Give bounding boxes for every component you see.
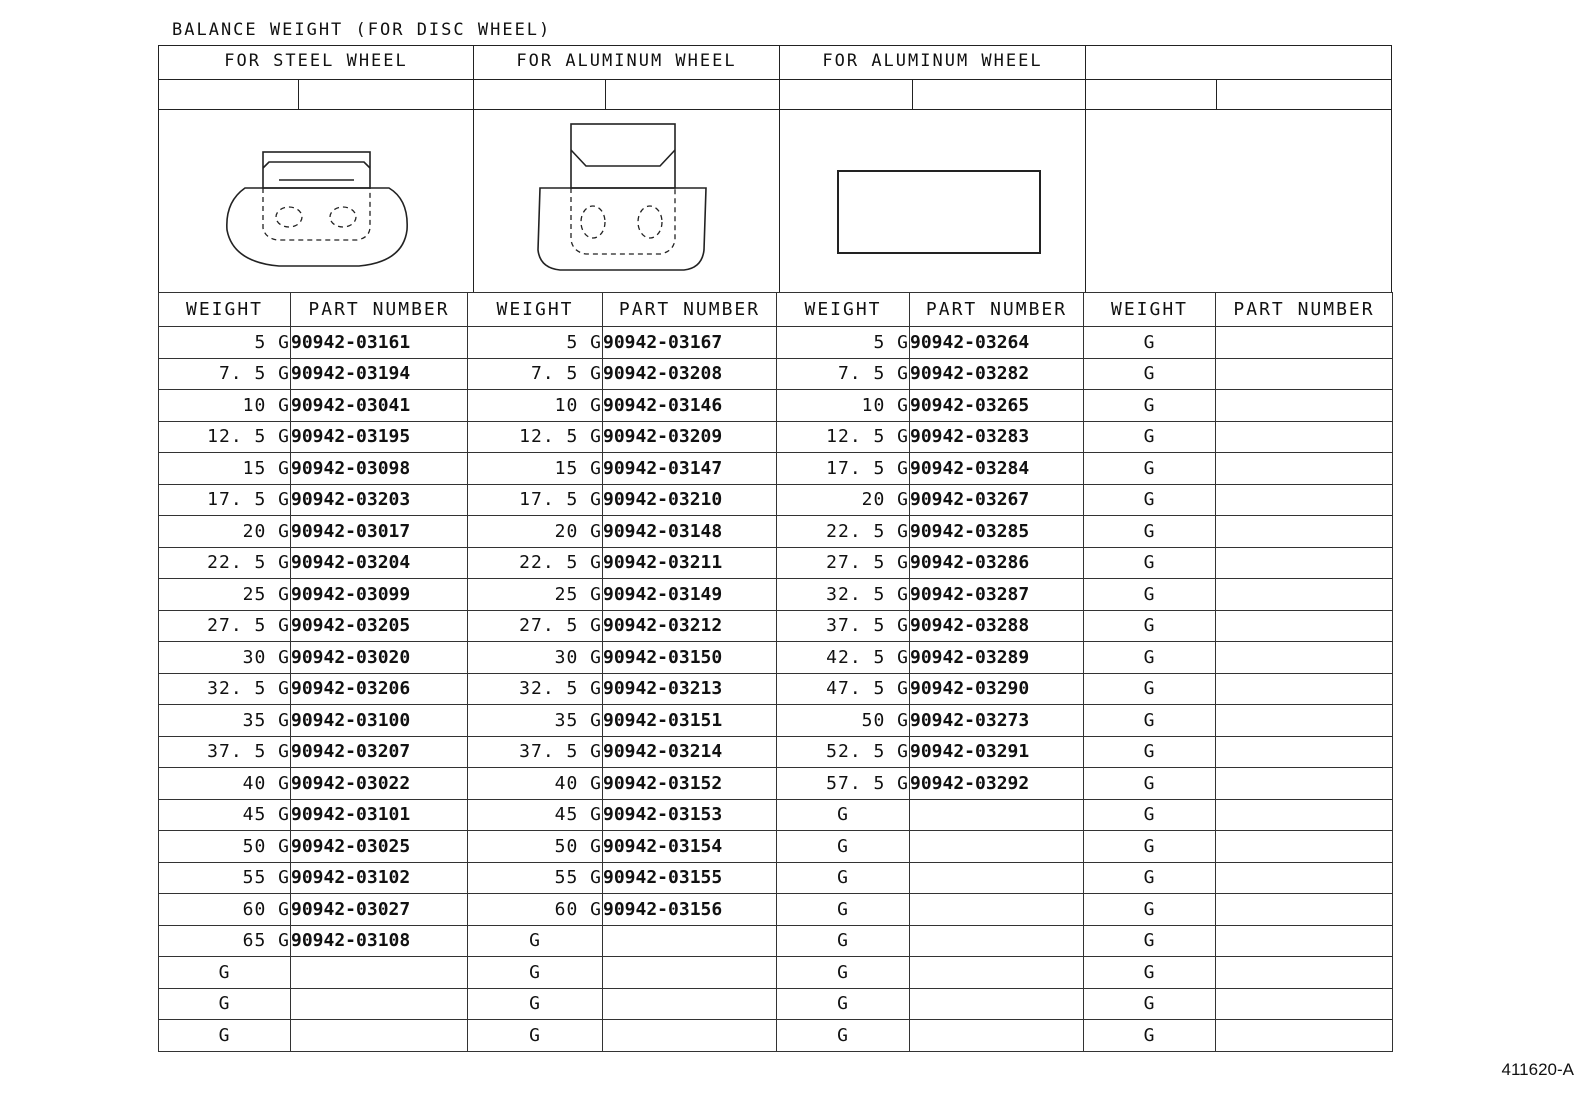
document-title: BALANCE WEIGHT (FOR DISC WHEEL) bbox=[172, 20, 552, 40]
part-number-cell bbox=[1216, 673, 1393, 705]
table-row bbox=[159, 768, 1393, 800]
weight-cell: G bbox=[777, 831, 910, 863]
weight-cell: 27. 5 G bbox=[159, 610, 291, 642]
part-number-cell bbox=[1216, 799, 1393, 831]
column-header-weight: WEIGHT bbox=[159, 293, 291, 327]
part-number-cell: 90942-03155 bbox=[603, 862, 777, 894]
column-header-weight: WEIGHT bbox=[1084, 293, 1216, 327]
weight-cell: 20 G bbox=[777, 484, 910, 516]
weight-cell: 37. 5 G bbox=[468, 736, 603, 768]
weight-cell: G bbox=[1084, 673, 1216, 705]
part-number-cell bbox=[910, 925, 1084, 957]
part-number-cell: 90942-03149 bbox=[603, 579, 777, 611]
weight-cell: 20 G bbox=[159, 516, 291, 548]
part-number-cell bbox=[291, 988, 468, 1020]
weight-cell: 65 G bbox=[159, 925, 291, 957]
part-number-cell bbox=[1216, 894, 1393, 926]
weight-cell: 37. 5 G bbox=[159, 736, 291, 768]
table-row bbox=[159, 516, 1393, 548]
aluminum-wheel-weight-illustration-1 bbox=[473, 109, 780, 293]
weight-cell: 22. 5 G bbox=[777, 516, 910, 548]
part-number-cell bbox=[603, 988, 777, 1020]
weight-cell: G bbox=[1084, 831, 1216, 863]
weight-cell: 5 G bbox=[159, 327, 291, 359]
column-header-part-number: PART NUMBER bbox=[291, 293, 468, 327]
weight-cell: 20 G bbox=[468, 516, 603, 548]
weight-cell: G bbox=[1084, 736, 1216, 768]
part-number-cell: 90942-03289 bbox=[910, 642, 1084, 674]
part-number-cell: 90942-03151 bbox=[603, 705, 777, 737]
caption-blank bbox=[1085, 45, 1392, 80]
part-number-cell: 90942-03098 bbox=[291, 453, 468, 485]
part-number-cell: 90942-03284 bbox=[910, 453, 1084, 485]
weight-cell: 50 G bbox=[159, 831, 291, 863]
part-number-cell: 90942-03101 bbox=[291, 799, 468, 831]
table-row bbox=[159, 579, 1393, 611]
part-number-cell bbox=[1216, 831, 1393, 863]
part-number-cell bbox=[1216, 862, 1393, 894]
subheader-cell bbox=[779, 79, 913, 110]
subheader-cell bbox=[158, 79, 299, 110]
table-row bbox=[159, 547, 1393, 579]
part-number-cell: 90942-03265 bbox=[910, 390, 1084, 422]
weight-cell: G bbox=[468, 925, 603, 957]
balance-weight-table bbox=[158, 292, 1393, 1052]
weight-cell: 22. 5 G bbox=[468, 547, 603, 579]
steel-wheel-weight-illustration bbox=[158, 109, 474, 293]
weight-cell: 55 G bbox=[468, 862, 603, 894]
part-number-cell bbox=[1216, 768, 1393, 800]
column-header-part-number: PART NUMBER bbox=[603, 293, 777, 327]
weight-cell: G bbox=[1084, 894, 1216, 926]
table-row bbox=[159, 642, 1393, 674]
part-number-cell bbox=[1216, 705, 1393, 737]
weight-cell: G bbox=[468, 957, 603, 989]
part-number-cell: 90942-03264 bbox=[910, 327, 1084, 359]
weight-cell: G bbox=[1084, 642, 1216, 674]
weight-cell: G bbox=[159, 957, 291, 989]
part-number-cell: 90942-03288 bbox=[910, 610, 1084, 642]
part-number-cell: 90942-03292 bbox=[910, 768, 1084, 800]
subheader-cell bbox=[1085, 79, 1217, 110]
part-number-cell: 90942-03287 bbox=[910, 579, 1084, 611]
table-row bbox=[159, 799, 1393, 831]
weight-cell: 10 G bbox=[159, 390, 291, 422]
part-number-cell: 90942-03283 bbox=[910, 421, 1084, 453]
part-number-cell bbox=[1216, 547, 1393, 579]
weight-cell: 30 G bbox=[468, 642, 603, 674]
part-number-cell: 90942-03212 bbox=[603, 610, 777, 642]
weight-cell: 7. 5 G bbox=[777, 358, 910, 390]
table-row bbox=[159, 673, 1393, 705]
column-header-weight: WEIGHT bbox=[468, 293, 603, 327]
part-number-cell: 90942-03205 bbox=[291, 610, 468, 642]
weight-cell: 7. 5 G bbox=[159, 358, 291, 390]
caption-aluminum-wheel-2 bbox=[779, 45, 1086, 80]
weight-cell: G bbox=[1084, 453, 1216, 485]
weight-cell: G bbox=[777, 862, 910, 894]
part-number-cell bbox=[1216, 421, 1393, 453]
column-header-part-number: PART NUMBER bbox=[910, 293, 1084, 327]
part-number-cell: 90942-03203 bbox=[291, 484, 468, 516]
weight-cell: 25 G bbox=[468, 579, 603, 611]
part-number-cell: 90942-03017 bbox=[291, 516, 468, 548]
weight-cell: 42. 5 G bbox=[777, 642, 910, 674]
caption-label: FOR STEEL WHEEL bbox=[224, 51, 408, 71]
part-number-cell: 90942-03148 bbox=[603, 516, 777, 548]
weight-cell: G bbox=[1084, 484, 1216, 516]
part-number-cell: 90942-03154 bbox=[603, 831, 777, 863]
weight-cell: G bbox=[777, 894, 910, 926]
part-number-cell: 90942-03286 bbox=[910, 547, 1084, 579]
part-number-cell: 90942-03022 bbox=[291, 768, 468, 800]
weight-cell: G bbox=[1084, 327, 1216, 359]
weight-cell: 60 G bbox=[159, 894, 291, 926]
part-number-cell bbox=[910, 957, 1084, 989]
part-number-cell: 90942-03291 bbox=[910, 736, 1084, 768]
weight-cell: G bbox=[1084, 547, 1216, 579]
table-row bbox=[159, 957, 1393, 989]
part-number-cell: 90942-03102 bbox=[291, 862, 468, 894]
part-number-cell: 90942-03214 bbox=[603, 736, 777, 768]
part-number-cell bbox=[1216, 579, 1393, 611]
part-number-cell bbox=[603, 925, 777, 957]
weight-cell: 40 G bbox=[159, 768, 291, 800]
weight-cell: 32. 5 G bbox=[159, 673, 291, 705]
weight-cell: 17. 5 G bbox=[468, 484, 603, 516]
weight-cell: 5 G bbox=[777, 327, 910, 359]
weight-cell: 27. 5 G bbox=[468, 610, 603, 642]
part-number-cell: 90942-03156 bbox=[603, 894, 777, 926]
steel-weight-drawing bbox=[159, 110, 475, 294]
weight-cell: 10 G bbox=[777, 390, 910, 422]
part-number-cell: 90942-03027 bbox=[291, 894, 468, 926]
weight-cell: 15 G bbox=[468, 453, 603, 485]
part-number-cell: 90942-03195 bbox=[291, 421, 468, 453]
part-number-cell: 90942-03267 bbox=[910, 484, 1084, 516]
weight-cell: G bbox=[1084, 421, 1216, 453]
part-number-cell: 90942-03206 bbox=[291, 673, 468, 705]
table-row bbox=[159, 453, 1393, 485]
subheader-cell bbox=[298, 79, 474, 110]
blank-illustration bbox=[1085, 109, 1392, 293]
weight-cell: G bbox=[1084, 988, 1216, 1020]
weight-cell: 12. 5 G bbox=[468, 421, 603, 453]
aluminum-wheel-weight-illustration-2 bbox=[779, 109, 1086, 293]
weight-cell: G bbox=[777, 1020, 910, 1052]
table-row bbox=[159, 484, 1393, 516]
part-number-cell bbox=[910, 1020, 1084, 1052]
weight-cell: 35 G bbox=[468, 705, 603, 737]
weight-cell: 37. 5 G bbox=[777, 610, 910, 642]
weight-cell: 25 G bbox=[159, 579, 291, 611]
part-number-cell bbox=[1216, 390, 1393, 422]
column-header-weight: WEIGHT bbox=[777, 293, 910, 327]
weight-cell: G bbox=[1084, 390, 1216, 422]
part-number-cell: 90942-03290 bbox=[910, 673, 1084, 705]
weight-cell: 52. 5 G bbox=[777, 736, 910, 768]
weight-cell: 45 G bbox=[159, 799, 291, 831]
weight-cell: G bbox=[159, 1020, 291, 1052]
weight-cell: G bbox=[1084, 768, 1216, 800]
weight-cell: 10 G bbox=[468, 390, 603, 422]
table-row bbox=[159, 862, 1393, 894]
weight-cell: G bbox=[468, 1020, 603, 1052]
table-row bbox=[159, 327, 1393, 359]
subheader-cell bbox=[473, 79, 606, 110]
table-row bbox=[159, 358, 1393, 390]
part-number-cell bbox=[910, 988, 1084, 1020]
caption-label: FOR ALUMINUM WHEEL bbox=[822, 51, 1043, 71]
part-number-cell: 90942-03100 bbox=[291, 705, 468, 737]
weight-cell: G bbox=[1084, 925, 1216, 957]
table-row bbox=[159, 988, 1393, 1020]
part-number-cell bbox=[1216, 516, 1393, 548]
table-header-row bbox=[159, 293, 1393, 327]
weight-cell: 57. 5 G bbox=[777, 768, 910, 800]
subheader-cell bbox=[605, 79, 780, 110]
table-row bbox=[159, 925, 1393, 957]
weight-cell: G bbox=[777, 799, 910, 831]
part-number-cell: 90942-03108 bbox=[291, 925, 468, 957]
part-number-cell: 90942-03167 bbox=[603, 327, 777, 359]
part-number-cell bbox=[1216, 988, 1393, 1020]
weight-cell: G bbox=[777, 957, 910, 989]
weight-cell: G bbox=[1084, 862, 1216, 894]
weight-cell: 32. 5 G bbox=[777, 579, 910, 611]
part-number-cell: 90942-03273 bbox=[910, 705, 1084, 737]
aluminum-weight-plate-drawing bbox=[780, 110, 1087, 294]
weight-cell: G bbox=[1084, 705, 1216, 737]
weight-cell: 17. 5 G bbox=[777, 453, 910, 485]
part-number-cell: 90942-03210 bbox=[603, 484, 777, 516]
part-number-cell bbox=[1216, 642, 1393, 674]
part-number-cell bbox=[1216, 453, 1393, 485]
part-number-cell: 90942-03152 bbox=[603, 768, 777, 800]
figure-code: 411620-A bbox=[1501, 1060, 1574, 1079]
part-number-cell: 90942-03204 bbox=[291, 547, 468, 579]
table-row bbox=[159, 1020, 1393, 1052]
part-number-cell: 90942-03147 bbox=[603, 453, 777, 485]
part-number-cell: 90942-03207 bbox=[291, 736, 468, 768]
caption-steel-wheel bbox=[158, 45, 474, 80]
part-number-cell: 90942-03209 bbox=[603, 421, 777, 453]
part-number-cell bbox=[1216, 358, 1393, 390]
weight-cell: 30 G bbox=[159, 642, 291, 674]
weight-cell: 32. 5 G bbox=[468, 673, 603, 705]
caption-aluminum-wheel-1 bbox=[473, 45, 780, 80]
part-number-cell: 90942-03146 bbox=[603, 390, 777, 422]
part-number-cell: 90942-03282 bbox=[910, 358, 1084, 390]
column-header-part-number: PART NUMBER bbox=[1216, 293, 1393, 327]
weight-cell: G bbox=[1084, 1020, 1216, 1052]
part-number-cell bbox=[910, 799, 1084, 831]
part-number-cell bbox=[1216, 610, 1393, 642]
weight-cell: 45 G bbox=[468, 799, 603, 831]
weight-cell: 27. 5 G bbox=[777, 547, 910, 579]
weight-cell: 50 G bbox=[468, 831, 603, 863]
part-number-cell bbox=[1216, 327, 1393, 359]
weight-cell: G bbox=[468, 988, 603, 1020]
weight-cell: 5 G bbox=[468, 327, 603, 359]
part-number-cell bbox=[1216, 736, 1393, 768]
part-number-cell bbox=[910, 831, 1084, 863]
part-number-cell: 90942-03194 bbox=[291, 358, 468, 390]
table-row bbox=[159, 705, 1393, 737]
part-number-cell bbox=[1216, 484, 1393, 516]
weight-cell: G bbox=[1084, 957, 1216, 989]
part-number-cell: 90942-03161 bbox=[291, 327, 468, 359]
weight-cell: G bbox=[1084, 610, 1216, 642]
weight-cell: G bbox=[1084, 579, 1216, 611]
table-row bbox=[159, 831, 1393, 863]
table-row bbox=[159, 736, 1393, 768]
weight-cell: 12. 5 G bbox=[777, 421, 910, 453]
part-number-cell bbox=[291, 957, 468, 989]
part-number-cell: 90942-03150 bbox=[603, 642, 777, 674]
part-number-cell bbox=[603, 1020, 777, 1052]
aluminum-weight-drawing bbox=[474, 110, 781, 294]
weight-cell: 60 G bbox=[468, 894, 603, 926]
part-number-cell: 90942-03285 bbox=[910, 516, 1084, 548]
part-number-cell bbox=[1216, 1020, 1393, 1052]
weight-cell: 17. 5 G bbox=[159, 484, 291, 516]
part-number-cell: 90942-03099 bbox=[291, 579, 468, 611]
weight-cell: G bbox=[777, 925, 910, 957]
weight-cell: G bbox=[1084, 799, 1216, 831]
table-row bbox=[159, 894, 1393, 926]
part-number-cell: 90942-03211 bbox=[603, 547, 777, 579]
subheader-cell bbox=[912, 79, 1086, 110]
weight-cell: 22. 5 G bbox=[159, 547, 291, 579]
weight-cell: 40 G bbox=[468, 768, 603, 800]
part-number-cell: 90942-03020 bbox=[291, 642, 468, 674]
weight-cell: G bbox=[159, 988, 291, 1020]
part-number-cell bbox=[910, 894, 1084, 926]
caption-label: FOR ALUMINUM WHEEL bbox=[516, 51, 737, 71]
part-number-cell bbox=[1216, 957, 1393, 989]
weight-cell: 50 G bbox=[777, 705, 910, 737]
weight-cell: 15 G bbox=[159, 453, 291, 485]
weight-cell: 12. 5 G bbox=[159, 421, 291, 453]
table-row bbox=[159, 610, 1393, 642]
weight-cell: 35 G bbox=[159, 705, 291, 737]
part-number-cell: 90942-03213 bbox=[603, 673, 777, 705]
weight-cell: 55 G bbox=[159, 862, 291, 894]
part-number-cell bbox=[910, 862, 1084, 894]
weight-cell: G bbox=[777, 988, 910, 1020]
weight-cell: G bbox=[1084, 516, 1216, 548]
part-number-cell bbox=[1216, 925, 1393, 957]
part-number-cell: 90942-03041 bbox=[291, 390, 468, 422]
part-number-cell bbox=[291, 1020, 468, 1052]
subheader-cell bbox=[1216, 79, 1392, 110]
table-row bbox=[159, 390, 1393, 422]
table-row bbox=[159, 421, 1393, 453]
part-number-cell: 90942-03208 bbox=[603, 358, 777, 390]
part-number-cell: 90942-03025 bbox=[291, 831, 468, 863]
part-number-cell bbox=[603, 957, 777, 989]
weight-cell: 47. 5 G bbox=[777, 673, 910, 705]
part-number-cell: 90942-03153 bbox=[603, 799, 777, 831]
weight-cell: 7. 5 G bbox=[468, 358, 603, 390]
weight-cell: G bbox=[1084, 358, 1216, 390]
